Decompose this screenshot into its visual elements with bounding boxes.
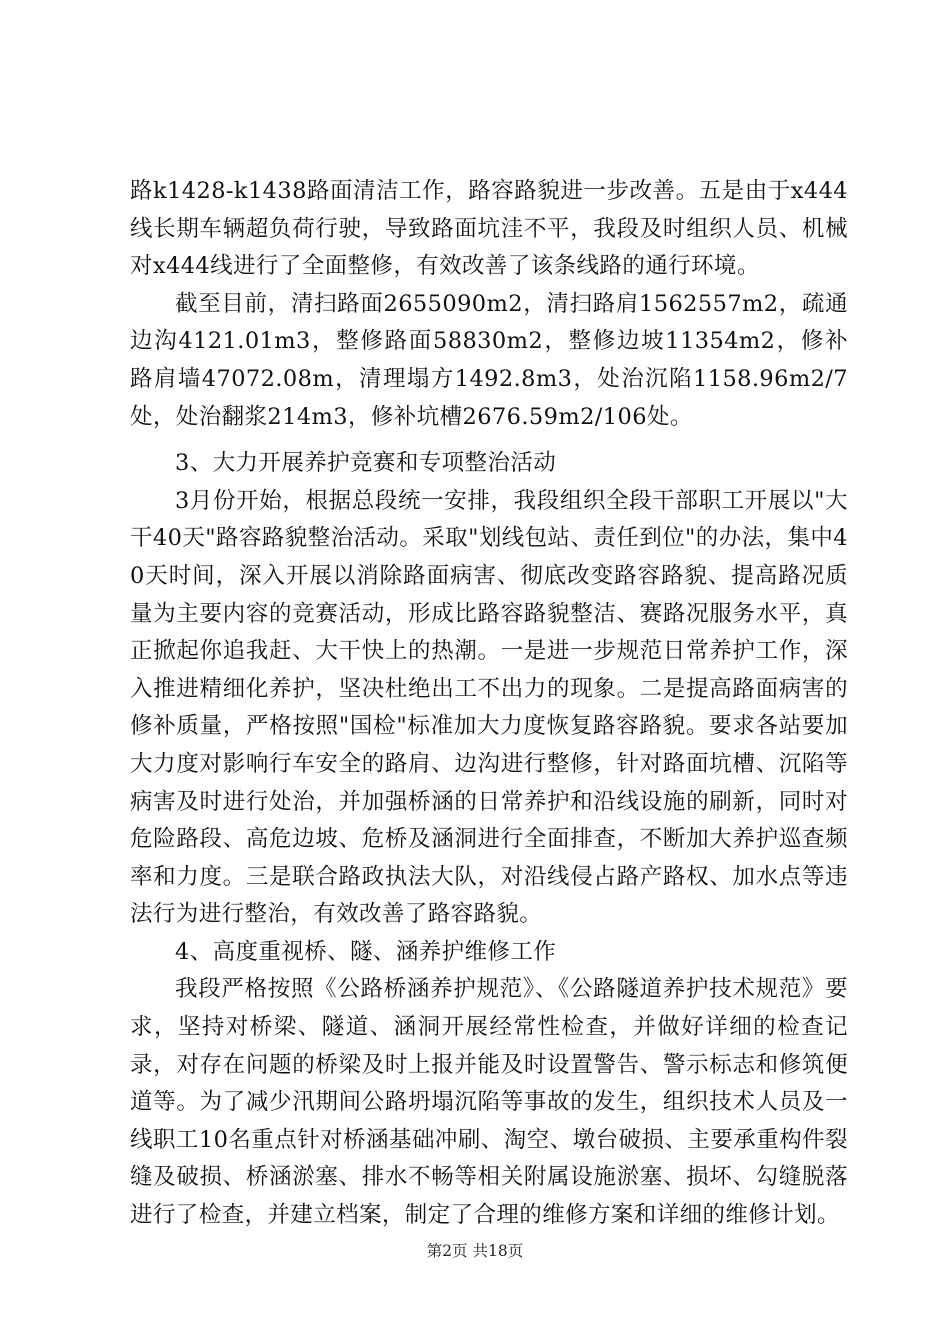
paragraph-road-cleaning: 路k1428-k1438路面清洁工作，路容路貌进一步改善。五是由于x444线长期车辆超负荷行驶，导致路面坑洼不平，我段及时组织人员、机械对x444线进行了全面整修，有效改善了该条线路的通行环境。 <box>130 178 848 280</box>
document-body <box>130 173 848 1235</box>
section-heading-3: 3、大力开展养护竞赛和专项整治活动 <box>175 450 557 477</box>
paragraph-statistics: 截至目前，清扫路面2655090m2，清扫路肩1562557m2，疏通边沟4121.01m3，整修路面58830m2，整修边坡11354m2，修补路肩墙47072.08m，清理塌方1492.8m3，处治沉陷1158.96m2/7处，处治翻浆214m3，修补坑槽2676.59m2/106处。 <box>130 290 848 430</box>
page-number-footer: 第2页 共18页 <box>426 1242 524 1260</box>
section-heading-4: 4、高度重视桥、隧、涵养护维修工作 <box>175 938 557 965</box>
paragraph-competition: 3月份开始，根据总段统一安排，我段组织全段干部职工开展以"大干40天"路容路貌整治活动。采取"划线包站、责任到位"的办法，集中40天时间，深入开展以消除路面病害、彻底改变路容路貌、提高路况质量为主要内容的竞赛活动，形成比路容路貌整洁、赛路况服务水平，真正掀起你追我赶、大干快上的热潮。一是进一步规范日常养护工作，深入推进精细化养护，坚决杜绝出工不出力的现象。二是提高路面病害的修补质量，严格按照"国检"标准加大力度恢复路容路貌。要求各站要加大力度对影响行车安全的路肩、边沟进行整修，针对路面坑槽、沉陷等病害及时进行处治，并加强桥涵的日常养护和沿线设施的刷新，同时对危险路段、高危边坡、危桥及涵洞进行全面排查，不断加大养护巡查频率和力度。三是联合路政执法大队，对沿线侵占路产路权、加水点等违法行为进行整治，有效改善了路容路貌。 <box>130 487 848 928</box>
paragraph-bridge-maintenance: 我段严格按照《公路桥涵养护规范》、《公路隧道养护技术规范》要求，坚持对桥梁、隧道、涵洞开展经常性检查，并做好详细的检查记录，对存在问题的桥梁及时上报并能及时设置警告、警示标志和修筑便道等。为了减少汛期间公路坍塌沉陷等事故的发生，组织技术人员及一线职工10名重点针对桥涵基础冲刷、淘空、墩台破损、主要承重构件裂缝及破损、桥涵淤塞、排水不畅等相关附属设施淤塞、损坏、勾缝脱落进行了检查，并建立档案，制定了合理的维修方案和详细的维修计划。 <box>130 976 848 1229</box>
